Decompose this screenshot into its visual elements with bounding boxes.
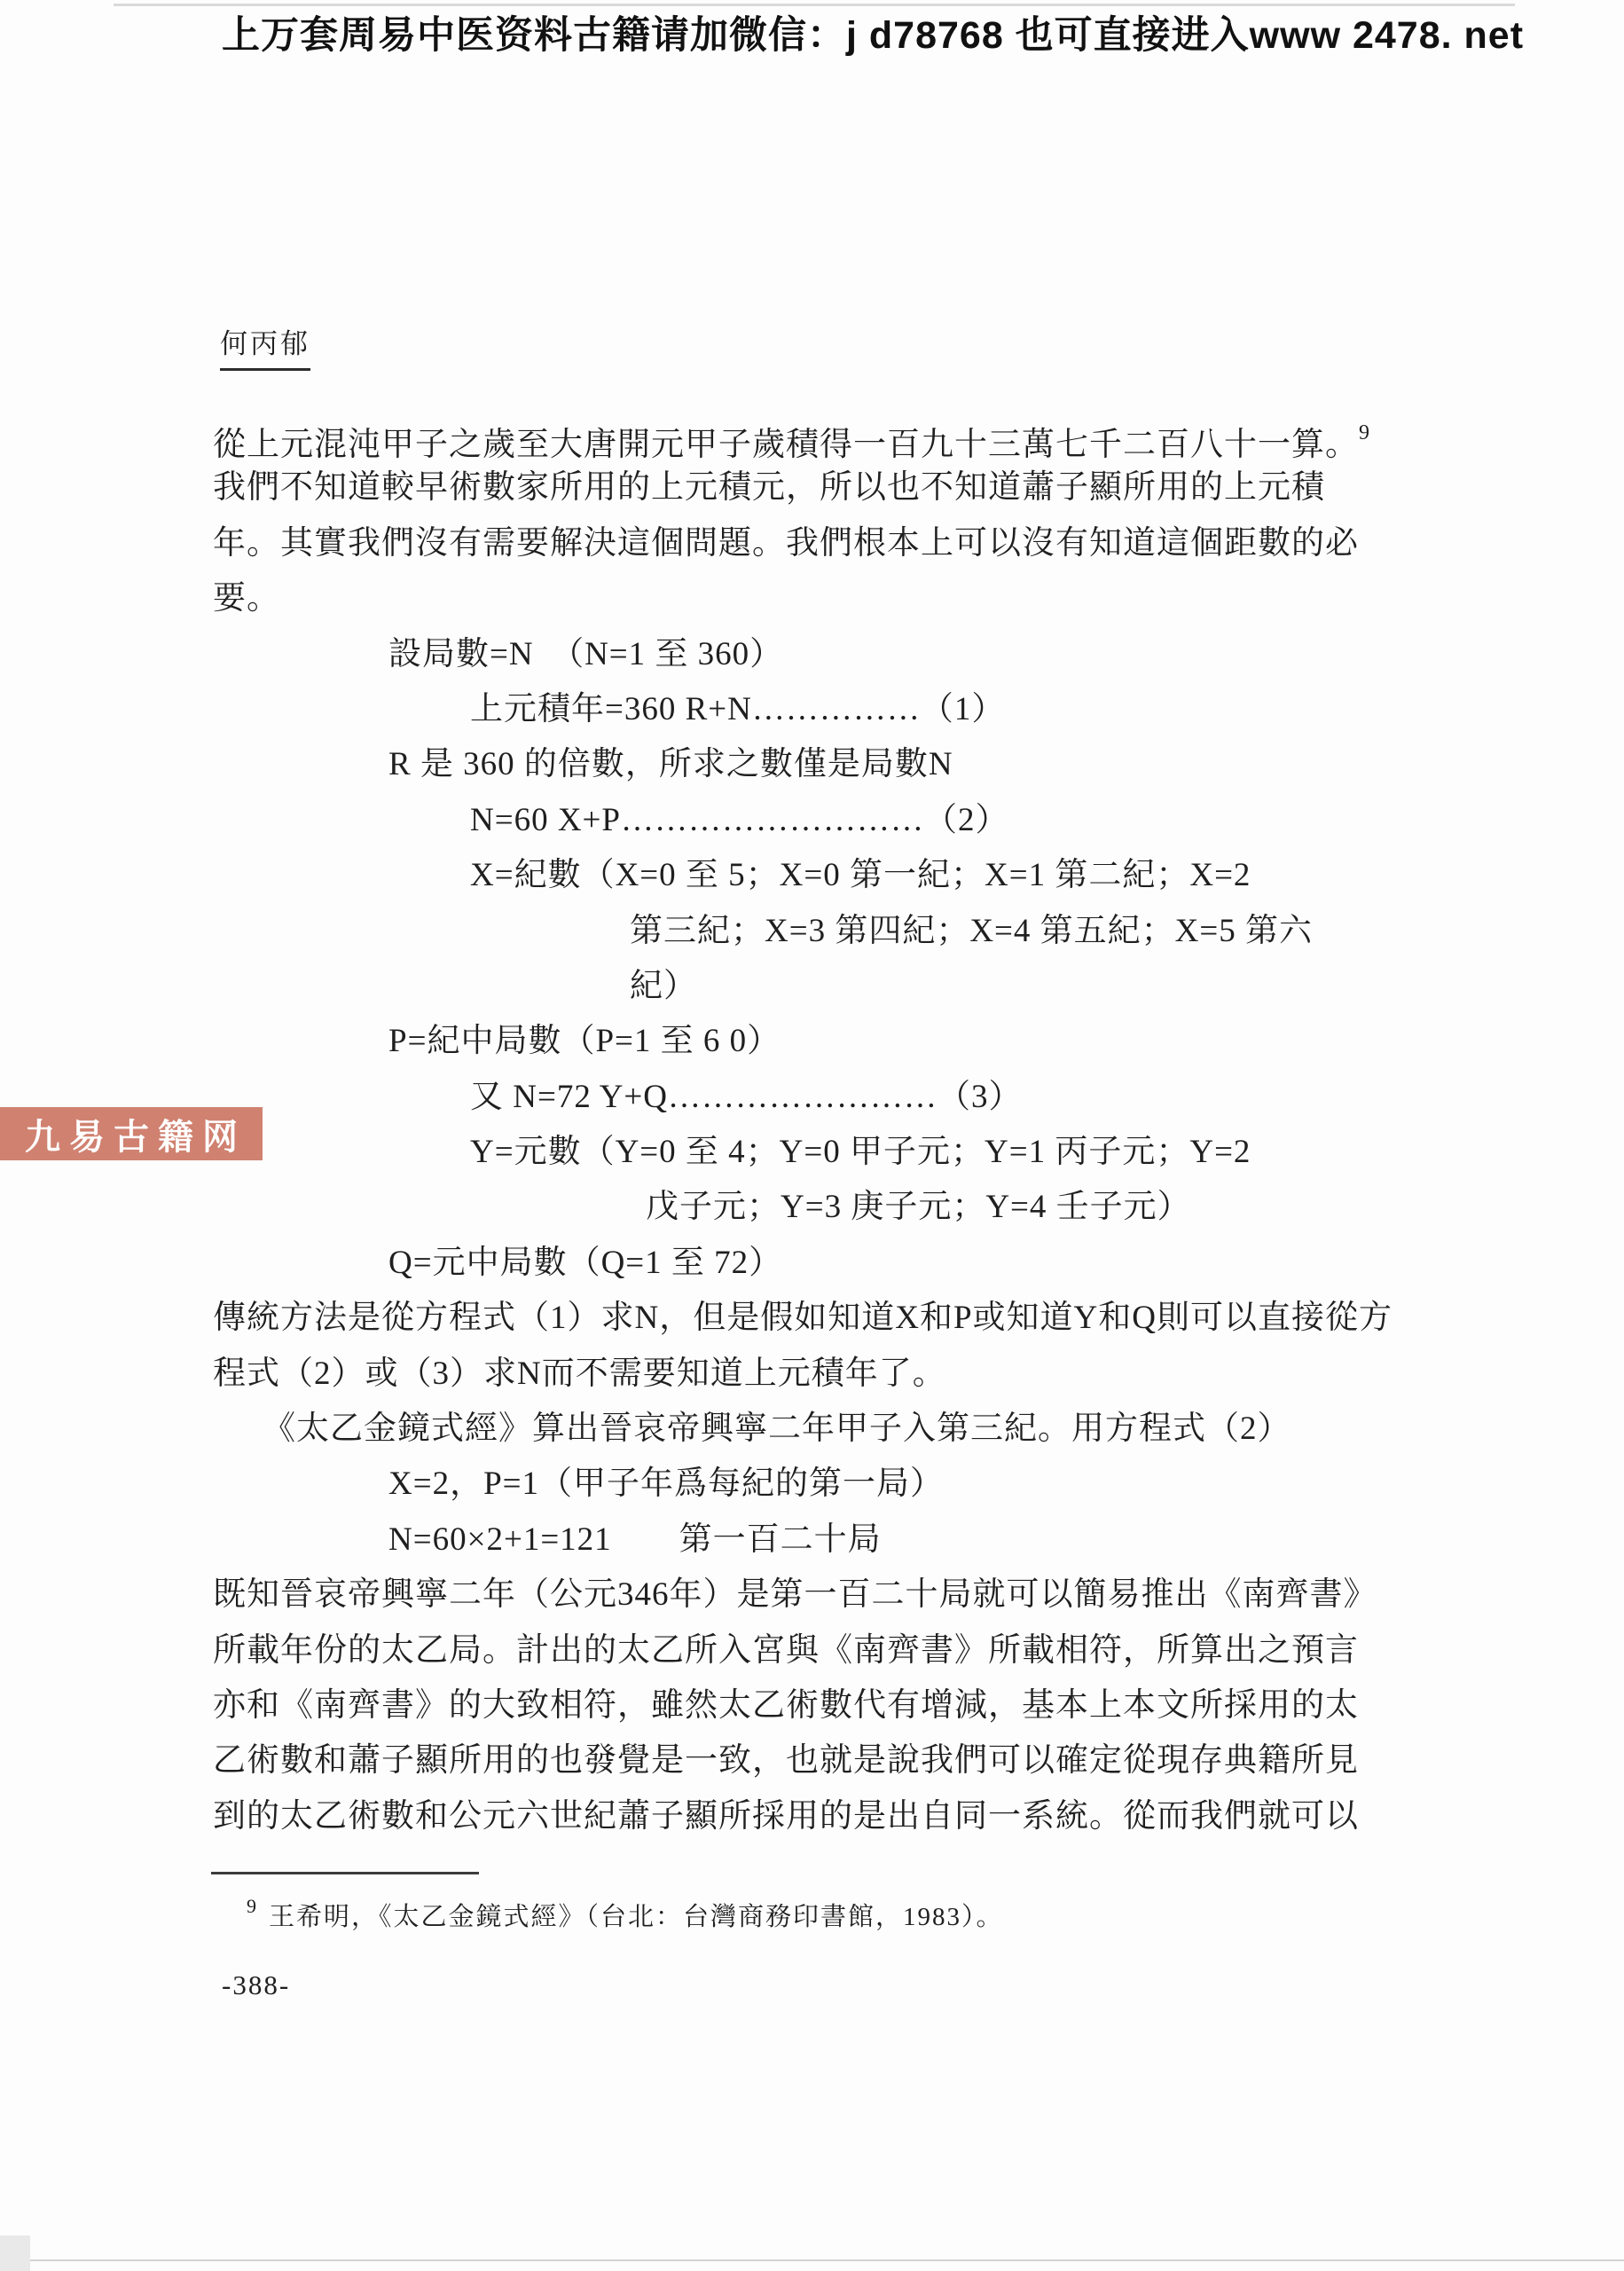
formula-line: N=60×2+1=121 第一百二十局 <box>388 1521 882 1558</box>
body-line: 我們不知道較早術數家所用的上元積元，所以也不知道蕭子顯所用的上元積 <box>213 469 1325 507</box>
formula-line: 又 N=72 Y+Q……………………（3） <box>470 1078 1023 1115</box>
page-number: -388- <box>222 1969 291 2000</box>
formula-line: 戊子元；Y=3 庚子元；Y=4 壬子元） <box>646 1189 1191 1226</box>
body-line: 既知晉哀帝興寧二年（公元346年）是第一百二十局就可以簡易推出《南齊書》 <box>213 1576 1377 1614</box>
watermark: 九易古籍网 <box>0 1107 263 1160</box>
formula-line: X=2，P=1（甲子年爲每紀的第一局） <box>388 1466 945 1503</box>
body-line: 《太乙金鏡式經》算出晉哀帝興寧二年甲子入第三紀。用方程式（2） <box>263 1411 1291 1448</box>
footnote-number: 9 <box>247 1895 256 1917</box>
footnote-separator <box>211 1872 479 1874</box>
formula-line: Y=元數（Y=0 至 4；Y=0 甲子元；Y=1 丙子元；Y=2 <box>470 1134 1251 1171</box>
formula-line: P=紀中局數（P=1 至 6 0） <box>388 1023 781 1060</box>
body-line: 年。其實我們沒有需要解決這個問題。我們根本上可以沒有知道這個距數的必 <box>213 524 1359 562</box>
formula-line: 設局數=N （N=1 至 360） <box>388 635 784 672</box>
formula-line: 第三紀；X=3 第四紀；X=4 第五紀；X=5 第六 <box>630 912 1314 949</box>
scan-artifact-corner-smudge <box>0 2236 30 2271</box>
body-line: 傳統方法是從方程式（1）求N，但是假如知道X和P或知道Y和Q則可以直接從方 <box>213 1300 1393 1337</box>
formula-line: 紀） <box>630 967 697 1004</box>
body-line: 到的太乙術數和公元六世紀蕭子顯所採用的是出自同一系統。從而我們就可以 <box>213 1797 1359 1835</box>
formula-line: 上元積年=360 R+N……………（1） <box>470 690 1006 727</box>
formula-line: R 是 360 的倍數，所求之數僅是局數N <box>388 746 953 783</box>
header-ad-banner: 上万套周易中医资料古籍请加微信：j d78768 也可直接进入www 2478. net <box>222 14 1525 57</box>
author-name: 何丙郁 <box>220 321 310 371</box>
formula-line: Q=元中局數（Q=1 至 72） <box>388 1244 783 1281</box>
footnote-reference-mark: 9 <box>1359 421 1369 444</box>
footnote-text: 王希明，《太乙金鏡式經》（台北：台灣商務印書館，1983）。 <box>269 1903 1004 1931</box>
formula-line: N=60 X+P………………………（2） <box>470 801 1009 838</box>
body-line: 乙術數和蕭子顯所用的也發覺是一致，也就是說我們可以確定從現存典籍所見 <box>213 1742 1359 1780</box>
body-line-text: 從上元混沌甲子之歲至大唐開元甲子歲積得一百九十三萬七千二百八十一算。 <box>213 427 1359 463</box>
body-line: 亦和《南齊書》的大致相符，雖然太乙術數代有增減，基本上本文所採用的太 <box>213 1686 1359 1724</box>
article-body <box>213 405 1424 1844</box>
body-line: 要。 <box>213 580 280 617</box>
scan-artifact-bottom-line <box>0 2259 1624 2261</box>
body-line <box>213 405 1424 463</box>
body-line: 程式（2）或（3）求N而不需要知道上元積年了。 <box>213 1355 946 1392</box>
body-line: 所載年份的太乙局。計出的太乙所入宮與《南齊書》所載相符，所算出之預言 <box>213 1631 1359 1669</box>
formula-line: X=紀數（X=0 至 5；X=0 第一紀；X=1 第二紀；X=2 <box>470 857 1251 894</box>
footnote <box>247 1895 1004 1933</box>
